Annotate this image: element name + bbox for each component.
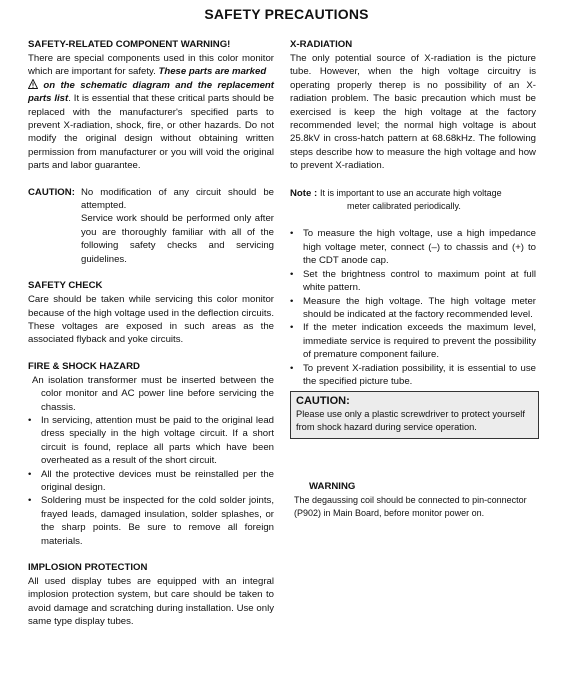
safety-component-heading: SAFETY-RELATED COMPONENT WARNING! — [28, 39, 231, 50]
list-item: • To measure the high voltage, use a high impedance high voltage meter, connect (–) to chassis and (+) to the CDT anode cap. — [290, 227, 536, 267]
xradiation-text: The only potential source of X-radiation is the picture tube. However, when the high voltage circuitry is operating properly therep is no possibility of an X-radiation problem. The basic precaution which must be exercised is keep the high voltage at the factory recommended level; the normal high voltage is about 25.8kV in cross-hatch pattern at 68.68kHz. The following steps describe how to measure the high voltage and how to prevent X-radiation. — [290, 53, 536, 172]
fire-shock-list — [28, 414, 274, 548]
caution-box-title: CAUTION: — [296, 395, 350, 407]
implosion-section — [28, 561, 274, 629]
safety-check-text: Care should be taken while servicing this color monitor because of the high voltage used in the deflection circuits. These voltages are exposed in such areas as the associated flyback and yoke circuits. — [28, 294, 274, 346]
caution-box-text: Please use only a plastic screwdriver to protect yourself from shock hazard during service operation. — [296, 409, 525, 432]
warning-triangle-icon — [28, 79, 38, 89]
left-column — [28, 38, 274, 642]
warning-section — [294, 480, 540, 520]
caution-left — [28, 186, 274, 266]
note-label: Note : — [290, 187, 318, 199]
implosion-heading: IMPLOSION PROTECTION — [28, 562, 148, 573]
warning-title: WARNING — [309, 481, 356, 492]
warning-text: The degaussing coil should be connected to pin-connector (P902) in Main Board, before monitor power on. — [294, 495, 527, 518]
list-item: • If the meter indication exceeds the maximum level, immediate service is required to prevent the possibility of premature component failure. — [290, 321, 536, 361]
note-body: It is important to use an accurate high voltage meter calibrated periodically. — [320, 187, 502, 212]
list-item: • All the protective devices must be reinstalled per the original design. — [28, 468, 274, 495]
caution-body: No modification of any circuit should be attempted. Service work should be performed only after you are thoroughly familiar with all of the following safety checks and servicing guidelines. — [81, 186, 274, 265]
list-item: • Set the brightness control to maximum point at full white pattern. — [290, 268, 536, 295]
list-item: • To prevent X-radiation possibility, it is essential to use the specified picture tube. — [290, 362, 536, 389]
page-title: SAFETY PRECAUTIONS — [204, 6, 369, 22]
safety-component-text: There are special components used in this color monitor which are important for safety. These parts are marked on the schematic diagram and the replacement parts list. It is essential that these critical parts should be replaced with the manufacturer's specified parts to prevent X-radiation, shock, fire, or other hazards. Do not modify the original design without obtaining written permission from manufacturer or you will void the original parts and labor guarantee. — [28, 53, 274, 172]
right-column — [290, 38, 536, 388]
safety-check-heading: SAFETY CHECK — [28, 280, 103, 292]
note — [290, 187, 536, 214]
fire-shock-heading: FIRE & SHOCK HAZARD — [28, 360, 140, 372]
xradiation-heading: X-RADIATION — [290, 39, 353, 50]
caution-label: CAUTION: — [28, 186, 75, 198]
list-item: • Measure the high voltage. The high voltage meter should be indicated at the factory recommended level. — [290, 295, 536, 322]
safety-check-section — [28, 279, 274, 347]
xradiation-section — [290, 38, 536, 173]
list-item: • In servicing, attention must be paid to the original lead dress specially in the high voltage circuit. If a short circuit is found, replace all parts which have been overheated as a result of the short circuit. — [28, 414, 274, 468]
measurement-steps-list — [290, 227, 536, 388]
fire-shock-section — [28, 360, 274, 548]
safety-component-section — [28, 38, 274, 173]
fire-shock-intro: An isolation transformer must be inserted between the color monitor and AC power line before servicing the chassis. — [32, 374, 274, 413]
list-item: • Soldering must be inspected for the cold solder joints, frayed leads, damaged insulation, solder splashes, or the sharp points. Be sure to remove all foreign materials. — [28, 494, 274, 548]
caution-box — [290, 391, 539, 439]
implosion-text: All used display tubes are equipped with an integral implosion protection system, but care should be taken to avoid damage and scratching during installation. Use only same type display tubes. — [28, 576, 274, 628]
